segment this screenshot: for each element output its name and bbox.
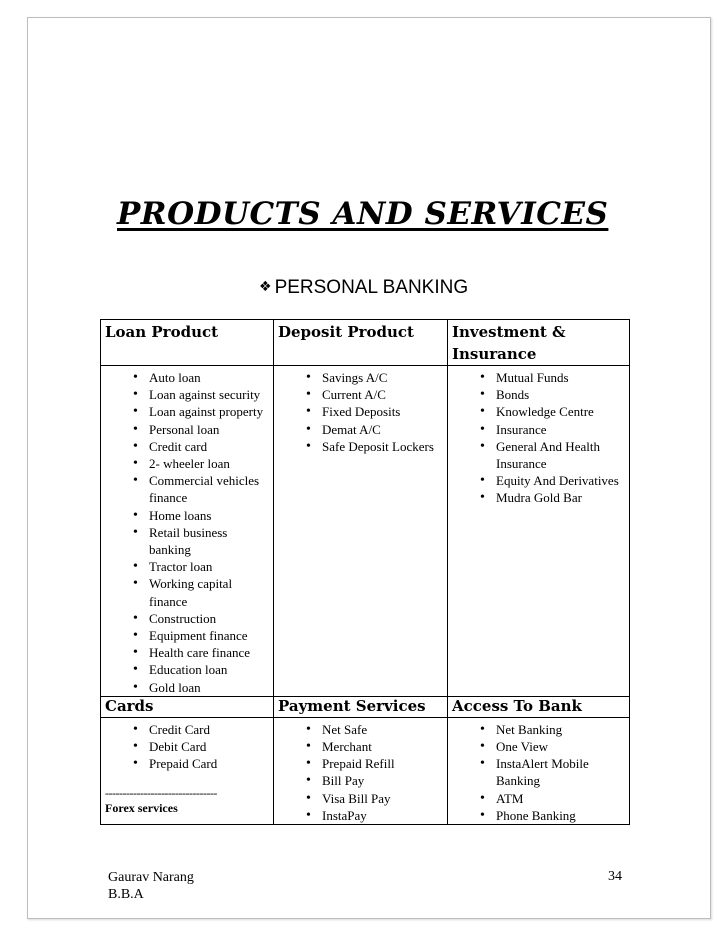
access-list-cell: [448, 717, 630, 824]
footer-author: Gaurav Narang: [108, 870, 194, 885]
header-investment-insurance: Investment & Insurance: [448, 320, 630, 366]
list-item: • 2- wheeler loan: [149, 455, 267, 472]
header-row-2: [101, 696, 630, 717]
header-payment-services: Payment Services: [274, 696, 448, 717]
list-item: • Equity And Derivatives: [496, 472, 623, 489]
list-item: • Knowledge Centre: [496, 403, 623, 420]
list-item: • ATM: [496, 790, 623, 807]
list-item: • Personal loan: [149, 421, 267, 438]
list-item: • Working capital finance: [149, 575, 267, 609]
header-row: [101, 320, 630, 366]
investment-list: [448, 366, 629, 507]
list-item: • Insurance: [496, 421, 623, 438]
list-item: • Fixed Deposits: [322, 403, 441, 420]
access-list: [448, 718, 629, 824]
list-item: • Education loan: [149, 661, 267, 678]
list-item: • General And Health Insurance: [496, 438, 623, 472]
list-item: • Equipment finance: [149, 627, 267, 644]
list-item: • Debit Card: [149, 738, 267, 755]
list-item: • Bill Pay: [322, 772, 441, 789]
list-item: • Savings A/C: [322, 369, 441, 386]
loan-list-cell: [101, 366, 274, 697]
header-access-to-bank: Access To Bank: [448, 696, 630, 717]
list-item: • Construction: [149, 610, 267, 627]
list-item: • Loan against property: [149, 403, 267, 420]
list-item: • Prepaid Card: [149, 755, 267, 772]
list-item: • Credit card: [149, 438, 267, 455]
section-label: PERSONAL BANKING: [274, 277, 469, 298]
list-item: • Credit Card: [149, 721, 267, 738]
header-cards: Cards: [101, 696, 274, 717]
list-item: • InstaPay: [322, 807, 441, 824]
list-item: • Merchant: [322, 738, 441, 755]
items-row: [101, 366, 630, 697]
header-loan-product: Loan Product: [101, 320, 274, 366]
section-heading: [259, 277, 468, 299]
list-item: • Mudra Gold Bar: [496, 489, 623, 506]
list-item: • Gold loan: [149, 679, 267, 696]
loan-list: [101, 366, 273, 696]
list-item: • Retail business banking: [149, 524, 267, 558]
cards-list-cell: [101, 717, 274, 824]
list-item: • Health care finance: [149, 644, 267, 661]
list-item: • Demat A/C: [322, 421, 441, 438]
list-item: • One View: [496, 738, 623, 755]
cards-list: [101, 718, 273, 773]
list-item: • Prepaid Refill: [322, 755, 441, 772]
list-item: • InstaAlert Mobile Banking: [496, 755, 623, 789]
separator-line: --------------------------------: [105, 786, 217, 801]
list-item: • Net Safe: [322, 721, 441, 738]
list-item: • Home loans: [149, 507, 267, 524]
footer-course: B.B.A: [108, 887, 144, 902]
list-item: • Auto loan: [149, 369, 267, 386]
deposit-list-cell: [274, 366, 448, 697]
list-item: • Safe Deposit Lockers: [322, 438, 441, 455]
list-item: • Bonds: [496, 386, 623, 403]
list-item: • Visa Bill Pay: [322, 790, 441, 807]
list-item: • Tractor loan: [149, 558, 267, 575]
list-item: • Mutual Funds: [496, 369, 623, 386]
list-item: • Current A/C: [322, 386, 441, 403]
header-deposit-product: Deposit Product: [274, 320, 448, 366]
list-item: • Net Banking: [496, 721, 623, 738]
list-item: • Phone Banking: [496, 807, 623, 824]
list-item: • Commercial vehicles finance: [149, 472, 267, 506]
page-number: 34: [608, 869, 622, 884]
items-row-2: [101, 717, 630, 824]
footer-author-block: [108, 869, 194, 903]
list-item: • Loan against security: [149, 386, 267, 403]
payment-list-cell: [274, 717, 448, 824]
payment-list: [274, 718, 447, 824]
page-title: PRODUCTS AND SERVICES: [117, 196, 609, 232]
diamond-bullet-icon: ❖: [259, 279, 272, 295]
forex-services-label: Forex services: [105, 801, 178, 816]
products-table: [100, 319, 630, 825]
deposit-list: [274, 366, 447, 455]
investment-list-cell: [448, 366, 630, 697]
